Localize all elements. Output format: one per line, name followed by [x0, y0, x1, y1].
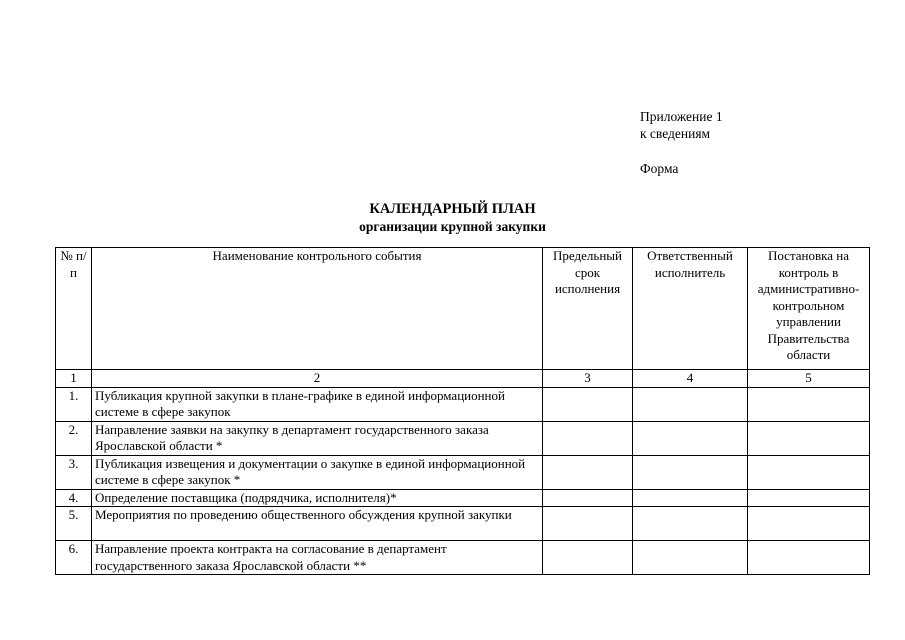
document-title: КАЛЕНДАРНЫЙ ПЛАН [369, 201, 536, 217]
column-number: 2 [92, 370, 543, 388]
executor-cell [633, 421, 748, 455]
term-cell [543, 421, 633, 455]
control-cell [748, 489, 870, 507]
header-name: Наименование контрольного события [92, 248, 543, 370]
executor-cell [633, 507, 748, 541]
header-num: № п/п [56, 248, 92, 370]
column-number: 5 [748, 370, 870, 388]
control-cell [748, 387, 870, 421]
form-label: Форма [640, 161, 679, 176]
header-term: Предельный срок исполнения [543, 248, 633, 370]
executor-cell [633, 489, 748, 507]
term-cell [543, 455, 633, 489]
term-cell [543, 387, 633, 421]
executor-cell [633, 541, 748, 575]
row-number: 5. [56, 507, 92, 541]
row-number: 6. [56, 541, 92, 575]
event-name: Определение поставщика (подрядчика, исполнителя)* [92, 489, 543, 507]
appendix-line-2: к сведениям [640, 126, 711, 141]
row-number: 1. [56, 387, 92, 421]
table-row [56, 387, 870, 421]
row-number: 4. [56, 489, 92, 507]
event-name: Направление проекта контракта на согласование в департамент государственного заказа Ярославской области ** [92, 541, 543, 575]
header-control: Постановка на контроль в административно-контрольном управлении Правительства области [748, 248, 870, 370]
column-numbers-row [56, 370, 870, 388]
row-number: 2. [56, 421, 92, 455]
control-cell [748, 541, 870, 575]
control-cell [748, 421, 870, 455]
table-row [56, 489, 870, 507]
table-row [56, 507, 870, 541]
event-name: Публикация крупной закупки в плане-графике в единой информационной системе в сфере закупок [92, 387, 543, 421]
column-number: 3 [543, 370, 633, 388]
table-row [56, 541, 870, 575]
event-name: Публикация извещения и документации о закупке в единой информационной системе в сфере закупок * [92, 455, 543, 489]
calendar-plan-table [55, 247, 870, 575]
table-row [56, 455, 870, 489]
appendix-line-1: Приложение 1 [640, 109, 723, 124]
table-row [56, 421, 870, 455]
document-subtitle: организации крупной закупки [359, 219, 546, 234]
row-number: 3. [56, 455, 92, 489]
event-name: Направление заявки на закупку в департамент государственного заказа Ярославской области * [92, 421, 543, 455]
term-cell [543, 507, 633, 541]
appendix-block [640, 108, 723, 177]
executor-cell [633, 455, 748, 489]
event-name: Мероприятия по проведению общественного обсуждения крупной закупки [92, 507, 543, 541]
control-cell [748, 455, 870, 489]
term-cell [543, 489, 633, 507]
column-number: 1 [56, 370, 92, 388]
control-cell [748, 507, 870, 541]
term-cell [543, 541, 633, 575]
column-number: 4 [633, 370, 748, 388]
executor-cell [633, 387, 748, 421]
table-header-row [56, 248, 870, 370]
header-executor: Ответственный исполнитель [633, 248, 748, 370]
